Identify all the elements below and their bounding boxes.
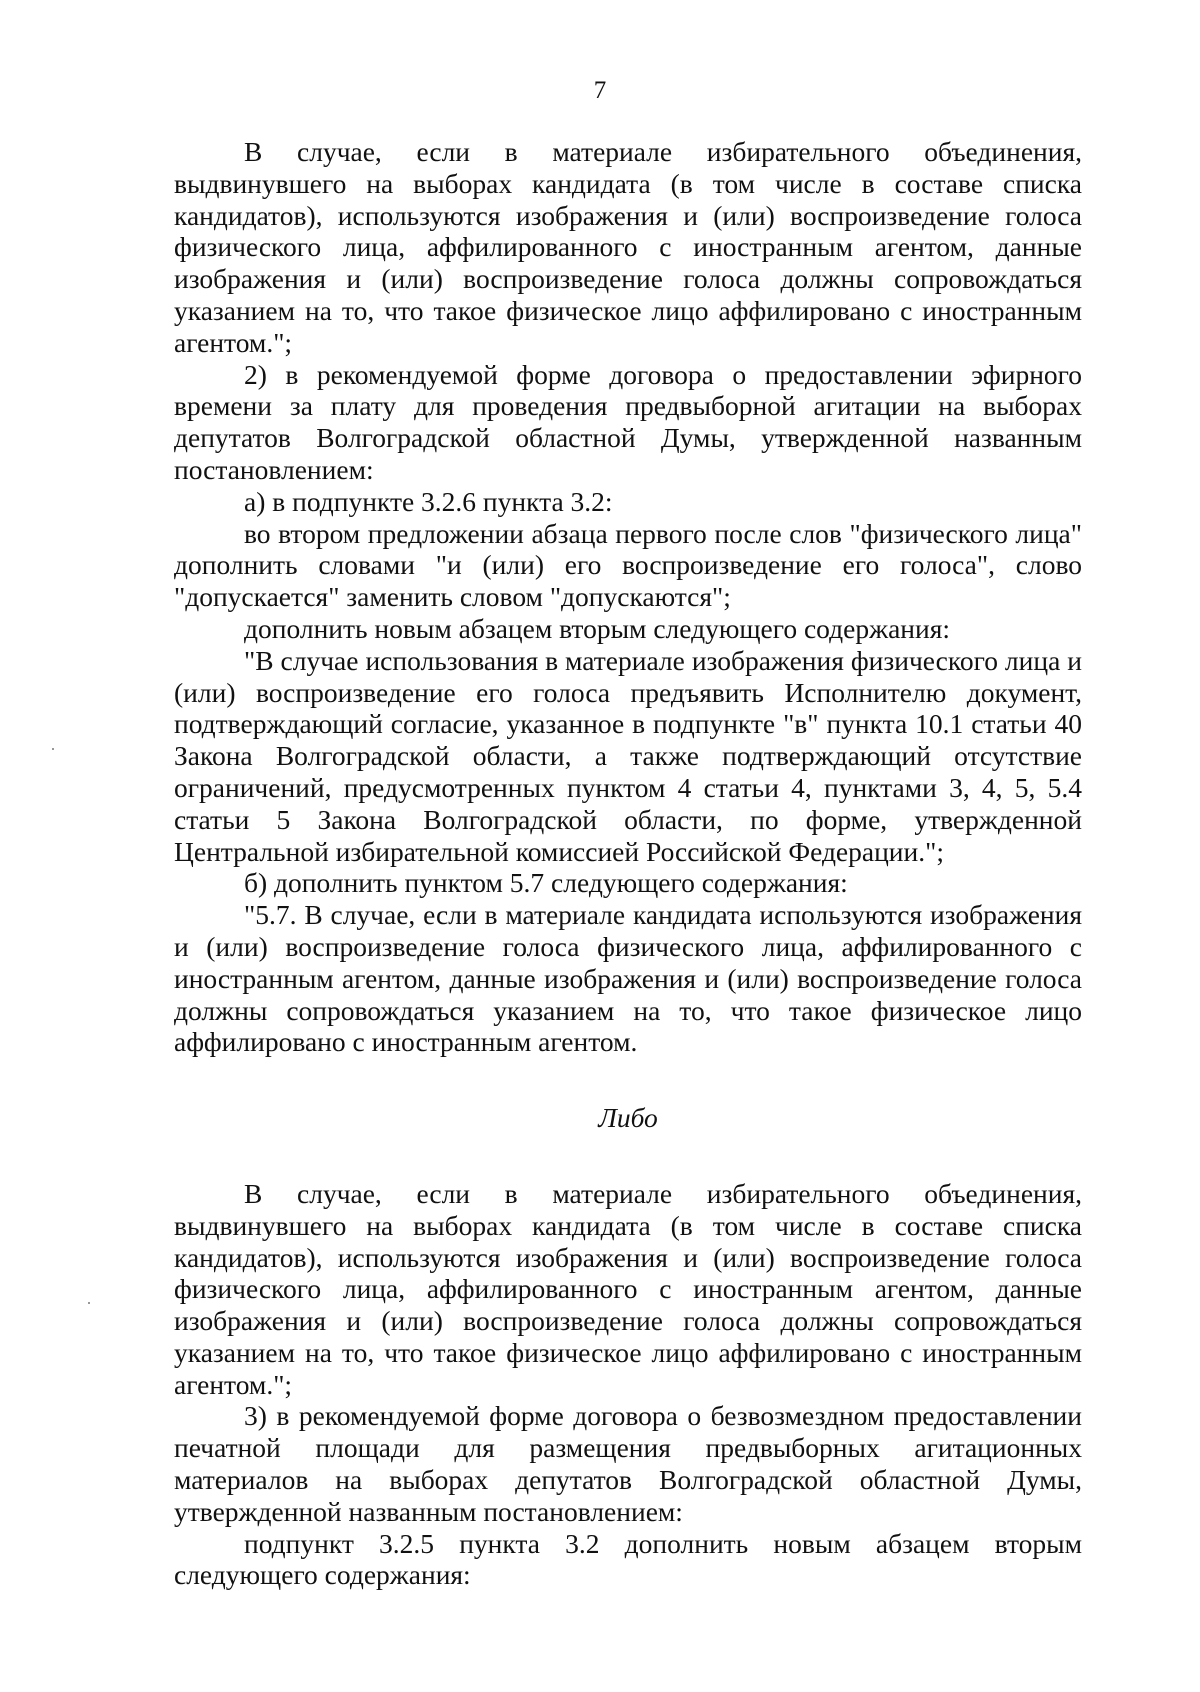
paragraph-subitem-3-2-5: подпункт 3.2.5 пункта 3.2 дополнить новым абзацем вторым следующего содержания: bbox=[174, 1527, 1082, 1591]
paragraph-subitem-a: а) в подпункте 3.2.6 пункта 3.2: bbox=[244, 485, 613, 517]
page-number: 7 bbox=[593, 77, 607, 104]
paragraph-affiliation-party-alt: В случае, если в материале избирательного объединения, выдвинувшего на выборах кандидата (в том числе в составе списка кандидатов), используются изображения и (или) воспроизведение голоса физического лица, аффилированного с иностранным агентом, данные изображения и (или) воспроизведение голоса должны сопровождаться указанием на то, что такое физическое лицо аффилировано с иностранным агентом."; bbox=[174, 1177, 1082, 1400]
paragraph-quoted-5-7: "5.7. В случае, если в материале кандидата используются изображения и (или) воспроизведение голоса физического лица, аффилированного с иностранным агентом, данные изображения и (или) воспроизведение голоса должны сопровождаться указанием на то, что такое физическое лицо аффилировано с иностранным агентом. bbox=[174, 899, 1082, 1058]
scan-speck bbox=[88, 1302, 90, 1304]
paragraph-item-3: 3) в рекомендуемой форме договора о безвозмездном предоставлении печатной площади для размещения предвыборных агитационных материалов на выборах депутатов Волгоградской областной Думы, утвержденной названным постановлением: bbox=[174, 1400, 1082, 1527]
paragraph-quoted-consent: "В случае использования в материале изображения физического лица и (или) воспроизведение его голоса предъявить Исполнителю документ, подтверждающий согласие, указанное в подпункте "в" пункта 10.1 статьи 40 Закона Волгоградской области, а также подтверждающий отсутствие ограничений, предусмотренных пунктом 4 статьи 4, пунктами 3, 4, 5, 5.4 статьи 5 Закона Волгоградской области, по форме, утвержденной Центральной избирательной комиссией Российской Федерации."; bbox=[174, 644, 1082, 867]
scan-speck bbox=[52, 748, 54, 750]
document-body bbox=[174, 136, 1082, 1591]
paragraph-add-new-para: дополнить новым абзацем вторым следующего содержания: bbox=[244, 612, 951, 644]
paragraph-affiliation-party: В случае, если в материале избирательного объединения, выдвинувшего на выборах кандидата (в том числе в составе списка кандидатов), используются изображения и (или) воспроизведение голоса физического лица, аффилированного с иностранным агентом, данные изображения и (или) воспроизведение голоса должны сопровождаться указанием на то, что такое физическое лицо аффилировано с иностранным агентом."; bbox=[174, 136, 1082, 358]
paragraph-item-2: 2) в рекомендуемой форме договора о предоставлении эфирного времени за плату для проведения предвыборной агитации на выборах депутатов Волгоградской областной Думы, утвержденной названным постановлением: bbox=[174, 358, 1082, 485]
either-heading: Либо bbox=[598, 1102, 658, 1134]
paragraph-subitem-b: б) дополнить пунктом 5.7 следующего содержания: bbox=[244, 867, 848, 899]
paragraph-second-sentence-amendment: во втором предложении абзаца первого после слов "физического лица" дополнить словами "и (или) его воспроизведение его голоса", слово "допускается" заменить словом "допускаются"; bbox=[174, 517, 1082, 613]
